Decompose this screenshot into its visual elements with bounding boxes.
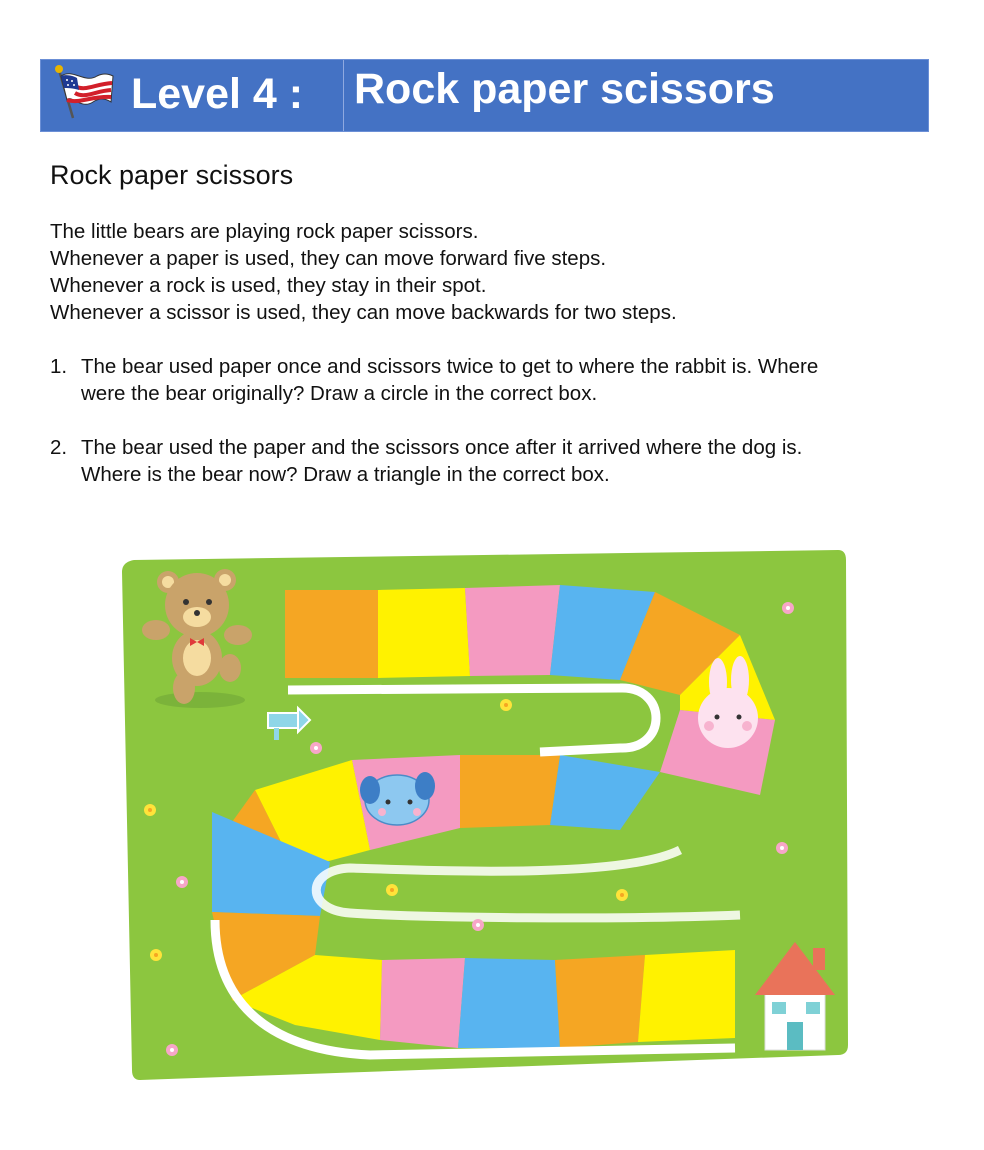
flower-icon (386, 884, 398, 896)
intro-line: The little bears are playing rock paper scissors. (50, 220, 479, 243)
game-board (120, 550, 850, 1080)
level-label: Level 4 : (131, 70, 304, 118)
flower-icon (166, 1044, 178, 1056)
path-tile (285, 590, 378, 678)
path-tile (638, 950, 735, 1042)
page-title: Rock paper scissors (354, 65, 775, 113)
intro-line: Whenever a rock is used, they stay in their spot. (50, 274, 487, 297)
question-number: 2. (50, 436, 68, 459)
intro-line: Whenever a scissor is used, they can move backwards for two steps. (50, 301, 677, 324)
question-number: 1. (50, 355, 68, 378)
path-tile (460, 755, 560, 828)
path-tile (458, 958, 560, 1048)
level-header (40, 59, 929, 132)
intro-paragraph (50, 218, 677, 326)
flower-icon (176, 876, 188, 888)
path-tile (465, 585, 560, 676)
question-line: Where is the bear now? Draw a triangle in the correct box. (81, 463, 610, 486)
path-tile (378, 588, 470, 678)
section-subtitle: Rock paper scissors (50, 160, 294, 190)
flower-icon (472, 919, 484, 931)
flower-icon (150, 949, 162, 961)
flower-icon (776, 842, 788, 854)
path-tile (380, 958, 465, 1048)
flower-icon (616, 889, 628, 901)
question-line: were the bear originally? Draw a circle in the correct box. (81, 382, 598, 405)
question-line: The bear used the paper and the scissors once after it arrived where the dog is. (81, 436, 803, 459)
question-line: The bear used paper once and scissors twice to get to where the rabbit is. Where (81, 355, 819, 378)
intro-line: Whenever a paper is used, they can move forward five steps. (50, 247, 607, 270)
us-flag-icon (51, 64, 115, 122)
header-divider (343, 60, 344, 131)
flower-icon (144, 804, 156, 816)
flower-icon (782, 602, 794, 614)
path-tile (555, 955, 645, 1048)
flower-icon (310, 742, 322, 754)
flower-icon (500, 699, 512, 711)
